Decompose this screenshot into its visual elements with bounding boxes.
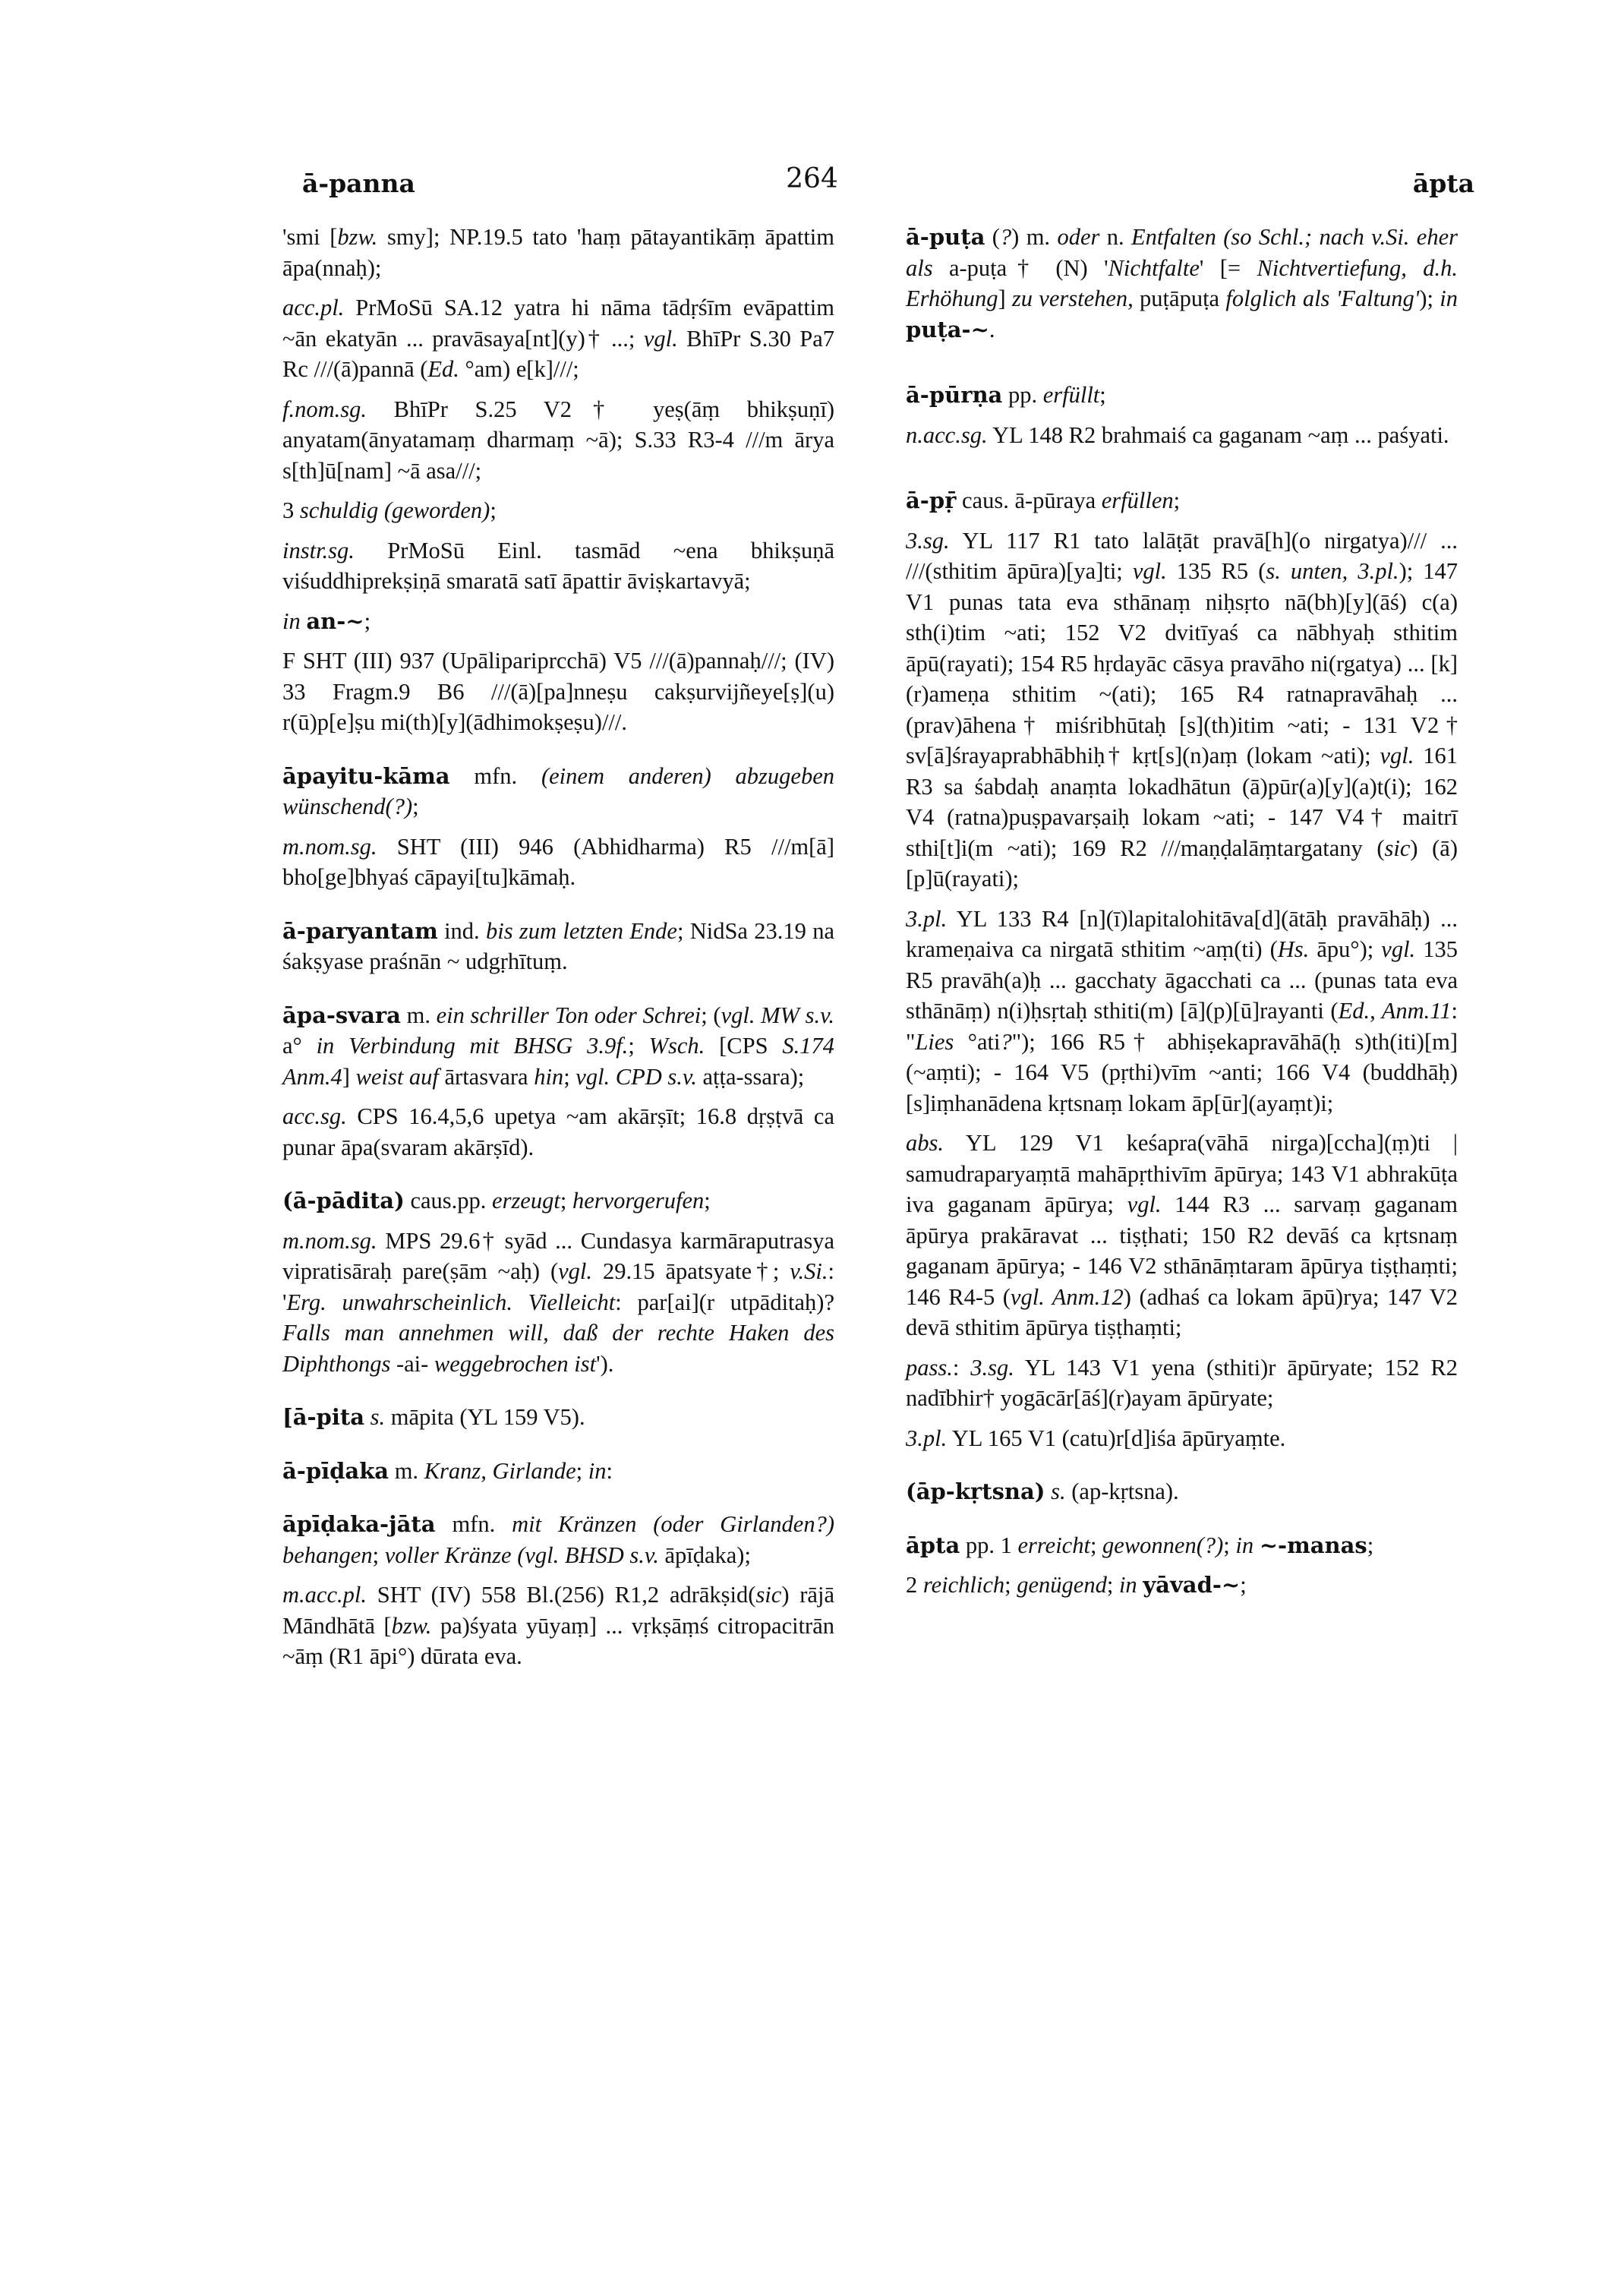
entry-headword: ā-puṭa (?) m. oder n. Entfalten (so Schl.; nach v.Si. eher als a-puṭa† (N) 'Nichtfalte' [= Nichtvertiefung, d.h. Erhöhung] zu verstehen, puṭāpuṭa folglich als 'Faltung'); in puṭa-~. <box>906 224 1458 342</box>
entry-line: m.nom.sg. MPS 29.6† syād ... Cundasya karmāraputrasya vipratisāraḥ pare(ṣām ~aḥ) (vgl. 29.15 āpatsyate†; v.Si.: 'Erg. unwahrscheinlich. Vielleicht: par[ai](r utpāditaḥ)? Falls man annehmen will, daß der rechte Haken des Diphthongs -ai- weggebrochen ist'). <box>282 1227 834 1377</box>
entry-line: acc.sg. CPS 16.4,5,6 upetya ~am akārṣīt; 16.8 dṛṣṭvā ca punar āpa(svaram akārṣīd). <box>282 1103 834 1160</box>
entry-line: instr.sg. PrMoSū Einl. tasmād ~ena bhikṣuṇā viśuddhiprekṣiṇā smaratā satī āpattir āviṣkartavyā; <box>282 537 834 594</box>
right-column <box>906 222 1458 1610</box>
entry-line: 'smi [bzw. smy]; NP.19.5 tato 'haṃ pātayantikāṃ āpattim āpa(nnaḥ); <box>282 224 834 281</box>
entry-headword: āpayitu-kāma mfn. (einem anderen) abzugeben wünschend(?); <box>282 762 834 819</box>
left-column <box>282 222 834 1681</box>
entry-line: F SHT (III) 937 (Upālipariprcchā) V5 ///(ā)pannaḥ///; (IV) 33 Fragm.9 B6 ///(ā)[pa]nneṣu cakṣurvijñeye[ṣ](u) r(ū)p[e]ṣu mi(th)[y](ādhimokṣeṣu)///. <box>282 648 834 735</box>
entry-headword: (ā-pādita) caus.pp. erzeugt; hervorgerufen; <box>282 1188 711 1213</box>
entry-line: m.acc.pl. SHT (IV) 558 Bl.(256) R1,2 adrākṣid(sic) rājā Māndhātā [bzw. pa)śyata yūyaṃ] ... vṛkṣāṃś citropacitrān ~āṃ (R1 āpi°) dūrata eva. <box>282 1582 834 1669</box>
entry-line: acc.pl. PrMoSū SA.12 yatra hi nāma tādṛśīm evāpattim ~ān ekatyān ... pravāsaya[nt](y)† ...; vgl. BhīPr S.30 Pa7 Rc ///(ā)pannā (Ed. °am) e[k]///; <box>282 295 835 382</box>
entry-line: pass.: 3.sg. YL 143 V1 yena (sthiti)r āpūryate; 152 R2 nadībhir† yogācār[āś](r)ayam āpūryate; <box>906 1354 1458 1411</box>
entry-headword: ā-paryantam ind. bis zum letzten Ende; NidSa 23.19 na śakṣyase praśnān ~ udgṛhītuṃ. <box>282 917 834 974</box>
entry-headword: [ā-pita s. māpita (YL 159 V5). <box>282 1404 585 1430</box>
entry-line: abs. YL 129 V1 keśapra(vāhā nirga)[ccha](ṃ)ti | samudraparyaṃtā mahāpṛthivīm āpūrya; 143 V1 abhrakūṭa iva gaganam āpūrya; vgl. 144 R3 ... sarvaṃ gaganam āpūrya prakāravat ... tiṣṭhati; 150 R2 devāś ca kṛtsnaṃ gaganam āpūrya; - 146 V2 sthānāṃtaram āpūrya tiṣṭhaṃti; 146 R4-5 (vgl. Anm.12) (adhaś ca lokam āpū)rya; 147 V2 devā sthitim āpūrya tiṣṭhaṃti; <box>906 1130 1458 1340</box>
entry-headword: āpa-svara m. ein schriller Ton oder Schrei; (vgl. MW s.v. a° in Verbindung mit BHSG 3.9f.; Wsch. [CPS S.174 Anm.4] weist auf ārtasvara hin; vgl. CPD s.v. aṭṭa-ssara); <box>282 1002 834 1090</box>
entry-line: 3.sg. YL 117 R1 tato lalāṭāt pravā[h](o nirgatya)/// ... ///(sthitim āpūra)[ya]ti; vgl. 135 R5 (s. unten, 3.pl.); 147 V1 punas tata eva sthānaṃ niḥsṛto nā(bh)[y](āś) c(a) sth(i)tim ~ati; 152 V2 dvitīyaś ca nābhyaḥ sthitim āpū(rayati); 154 R5 hṛdayāc cāsya pravāho ni(rgatya) ... [k](r)ameṇa sthitim ~(ati); 165 R4 ratnapravāhaḥ ... (prav)āhena† miśribhūtaḥ [s](th)itim ~ati; - 131 V2† sv[ā]śrayaprabhābhiḥ† kṛt[s](n)aṃ (lokam ~ati); vgl. 161 R3 sa śabdaḥ anaṃta lokadhātun (ā)pūr(a)[y](a)t(i); 162 V4 (ratna)puṣpavarṣaiḥ lokam ~ati; - 147 V4† maitrī sthi[t]i(m ~ati); 169 R2 ///maṇḍalāṃtargatany (sic) (ā)[p]ū(rayati); <box>906 527 1458 892</box>
entry-headword: ā-pīḍaka m. Kranz, Girlande; in: <box>282 1457 613 1484</box>
entry-line: m.nom.sg. SHT (III) 946 (Abhidharma) R5 ///m[ā] bho[ge]bhyaś cāpayi[tu]kāmaḥ. <box>282 833 834 890</box>
entry-line: in an-~; <box>282 608 371 634</box>
entry-headword: āpīḍaka-jāta mfn. mit Kränzen (oder Girlanden?) behangen; voller Kränze (vgl. BHSD s.v. āpīḍaka); <box>282 1511 834 1568</box>
entry-line: 3 schuldig (geworden); <box>282 497 497 523</box>
running-head-left: ā-panna <box>302 169 415 198</box>
entry-line: 3.pl. YL 165 V1 (catu)r[d]iśa āpūryaṃte. <box>906 1425 1286 1451</box>
entry-headword: āpta pp. 1 erreicht; gewonnen(?); in ~-manas; <box>906 1532 1374 1558</box>
entry-line: n.acc.sg. YL 148 R2 brahmaiś ca gaganam ~aṃ ... paśyati. <box>906 421 1449 448</box>
entry-headword: (āp-kṛtsna) s. (ap-kṛtsna). <box>906 1479 1179 1504</box>
entry-line: 3.pl. YL 133 R4 [n](ī)lapitalohitāva[d](ātāḥ pravāhāḥ) ... krameṇaiva ca nirgatā sthitim ~aṃ(ti) (Hs. āpu°); vgl. 135 R5 pravāh(a)ḥ ... gacchaty āgacchati ca ... (punas tata eva sthānāṃ) n(i)ḥsṛtaḥ sthiti(m) [ā](p)[ū]rayanti (Ed., Anm.11: "Lies °ati?"); 166 R5† abhiṣekapravāhā(ḥ s)th(iti)[m] (~aṃti); - 164 V5 (pṛthi)vīm ~anti; 166 V4 (buddhāḥ) [s]iṃhanādena kṛtsnaṃ lokam āp[ūr](ayaṃt)i; <box>906 905 1458 1116</box>
entry-headword: ā-pūrṇa pp. erfüllt; <box>906 382 1106 408</box>
running-head-right: āpta <box>1412 169 1474 198</box>
entry-line: 2 reichlich; genügend; in yāvad-~; <box>906 1572 1247 1598</box>
entry-line: f.nom.sg. BhīPr S.25 V2† yeṣ(āṃ bhikṣuṇī) anyatam(ānyatamaṃ dharmaṃ ~ā); S.33 R3-4 ///m ārya s[th]ū[nam] ~ā asa///; <box>282 396 834 484</box>
page-number: 264 <box>786 163 838 194</box>
entry-headword: ā-pṝ caus. ā-pūraya erfüllen; <box>906 488 1181 513</box>
